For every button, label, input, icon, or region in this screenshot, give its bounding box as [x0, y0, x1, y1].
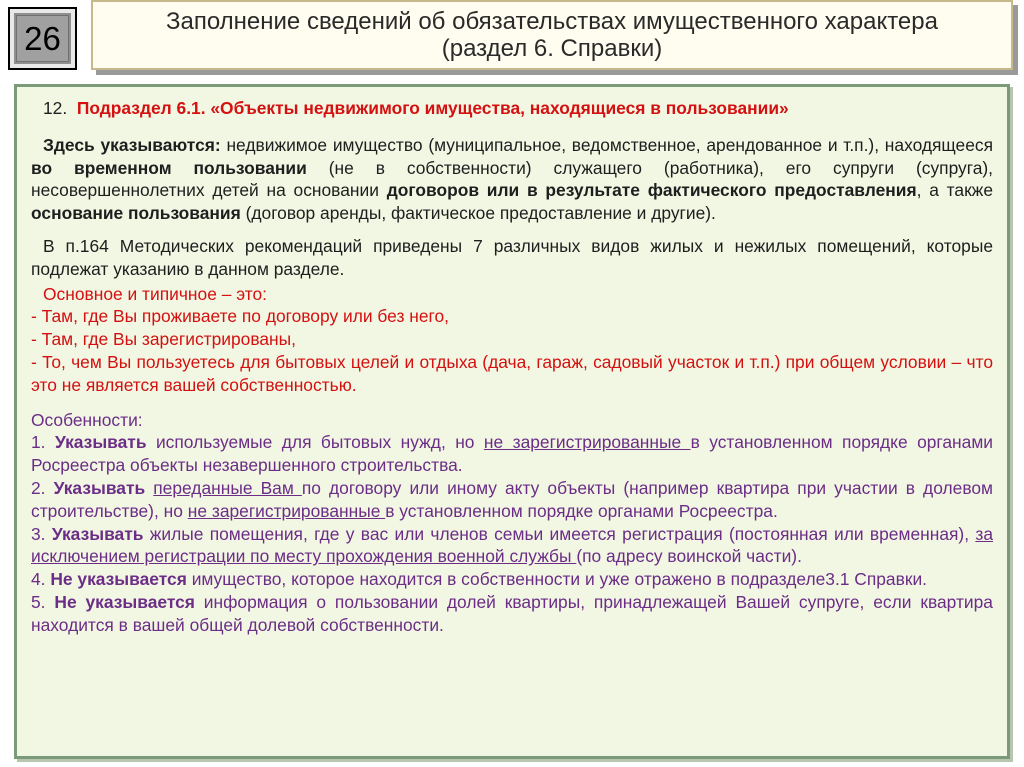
- feature-number: 5.: [31, 591, 55, 612]
- section-heading-number: 12.: [43, 98, 68, 118]
- feature-text: по договору или иному акту объекты (например квартира при участии в долевом строительстве), но: [31, 477, 993, 521]
- section-heading: [31, 97, 993, 120]
- feature-keyword: Указывать: [53, 477, 146, 498]
- feature-text: используемые для бытовых нужд, но: [146, 432, 484, 453]
- feature-item-2: [31, 477, 993, 523]
- typical-item: - Там, где Вы проживаете по договору или без него,: [31, 306, 449, 327]
- feature-number: 1.: [31, 432, 55, 453]
- intro-bold-3: основание пользования: [31, 203, 241, 224]
- typical-item: - То, чем Вы пользуетесь для бытовых целей и отдыха (дача, гараж, садовый участок и т.п.) при общем условии – что это не является вашей собственностью.: [31, 351, 993, 395]
- feature-underlined: не зарегистрированные: [483, 432, 691, 453]
- feature-underlined: за исключением регистрации по месту прохождения военной службы: [31, 523, 994, 567]
- intro-lead: Здесь указываются:: [43, 134, 221, 155]
- slide-title-line-2: (раздел 6. Справки): [441, 35, 663, 62]
- feature-item-4: [31, 568, 993, 591]
- slide-title: [91, 0, 1013, 70]
- slide-number: 26: [16, 15, 69, 62]
- feature-text: в установленном порядке органами Росреестра объекты незавершенного строительства.: [31, 432, 994, 476]
- slide-number-box: [8, 7, 77, 70]
- feature-text: жилые помещения, где у вас или членов семьи имеется регистрация (постоянная или временная),: [143, 523, 976, 544]
- feature-text: информация о пользовании долей квартиры, принадлежащей Вашей супруге, если квартира находится в вашей общей долевой собственности.: [31, 591, 993, 635]
- feature-text: в установленном порядке органами Росреестра.: [385, 500, 778, 521]
- methodology-paragraph: В п.164 Методических рекомендаций приведены 7 различных видов жилых и нежилых помещений, которые подлежат указанию в данном разделе.: [31, 235, 993, 279]
- feature-keyword: Не указывается: [54, 591, 195, 612]
- intro-bold-1: во временном пользовании: [31, 157, 307, 178]
- intro-text-1: недвижимое имущество (муниципальное, ведомственное, арендованное и т.п.), находящееся: [220, 134, 993, 155]
- feature-number: 3.: [31, 523, 52, 544]
- slide-title-line-1: Заполнение сведений об обязательствах имущественного характера: [166, 8, 938, 35]
- intro-bold-2: договоров или в результате фактического предоставления: [386, 180, 917, 201]
- feature-keyword: Указывать: [54, 432, 147, 453]
- features-list: [31, 409, 993, 637]
- feature-keyword: Не указывается: [50, 569, 187, 590]
- feature-item-5: [31, 591, 993, 637]
- typical-item: - Там, где Вы зарегистрированы,: [31, 329, 296, 350]
- content-panel: [14, 84, 1010, 759]
- feature-number: 2.: [31, 477, 54, 498]
- intro-text-3: , а также: [916, 180, 993, 201]
- feature-text: (по адресу воинской части).: [576, 546, 802, 567]
- feature-underlined: переданные Вам: [153, 477, 302, 498]
- feature-item-1: [31, 431, 993, 477]
- intro-paragraph: [31, 134, 993, 225]
- intro-text-2: (не в собственности) служащего (работника), его супруги (супруга), несовершеннолетних детей на основании: [31, 157, 993, 201]
- section-heading-text: Подраздел 6.1. «Объекты недвижимого имущества, находящиеся в пользовании»: [76, 98, 789, 118]
- feature-item-3: [31, 523, 993, 569]
- feature-number: 4.: [31, 569, 51, 590]
- feature-keyword: Указывать: [51, 523, 144, 544]
- feature-text: имущество, которое находится в собственности и уже отражено в подразделе3.1 Справки.: [186, 569, 927, 590]
- typical-list: [31, 283, 993, 397]
- features-heading: Особенности:: [31, 409, 143, 430]
- typical-heading: Основное и типичное – это:: [43, 283, 267, 304]
- intro-text-4: (договор аренды, фактическое предоставление и другие).: [240, 203, 716, 224]
- feature-underlined: не зарегистрированные: [187, 500, 386, 521]
